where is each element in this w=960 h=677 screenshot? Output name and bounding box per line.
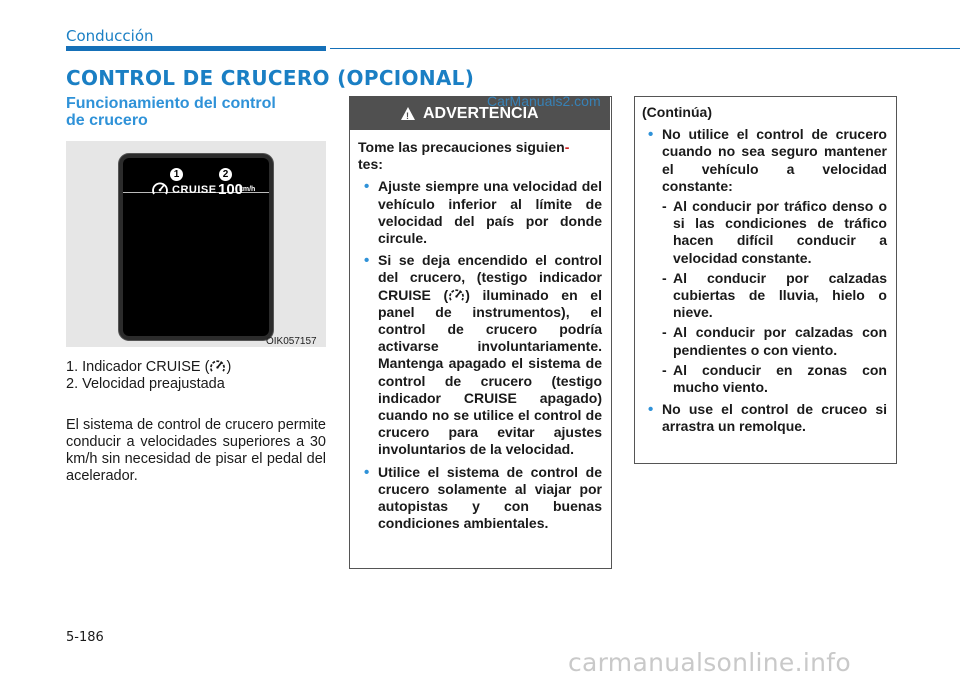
figure-code: OIK057157 bbox=[266, 336, 317, 347]
legend-1 bbox=[66, 358, 326, 376]
warning-exclamation-icon: ! bbox=[406, 111, 409, 121]
continued-sub-4: - Al conducir en zonas con mucho viento. bbox=[642, 362, 887, 396]
warning-intro-b: tes: bbox=[358, 156, 383, 173]
footer-watermark: carmanualsonline.info bbox=[568, 648, 851, 677]
section-label: Conducción bbox=[66, 27, 154, 45]
warning-intro bbox=[358, 139, 602, 173]
continued-bullet-1: • No utilice el control de crucero cuando no sea seguro mantener el vehículo a velocidad constante: bbox=[642, 126, 887, 195]
continued-content bbox=[642, 104, 887, 436]
subheading-line-2: de crucero bbox=[66, 112, 148, 129]
warning-bullet-3: • Utilice el sistema de control de crucero solamente al viajar por autopistas y con buenas condiciones ambientales. bbox=[358, 464, 602, 533]
continued-sub-2: - Al conducir por calzadas cubiertas de lluvia, hielo o nieve. bbox=[642, 270, 887, 322]
warning-intro-a: Tome las precauciones siguien bbox=[358, 139, 565, 155]
legend-1-suffix: ) bbox=[226, 359, 232, 375]
page-title: CONTROL DE CRUCERO (OPCIONAL) bbox=[66, 66, 475, 90]
callout-badge-2: 2 bbox=[219, 168, 232, 181]
legend-2: 2. Velocidad preajustada bbox=[66, 376, 225, 392]
subheading bbox=[66, 95, 326, 129]
subheading-line-1: Funcionamiento del control bbox=[66, 95, 276, 112]
warning-bullet-2 bbox=[358, 252, 602, 458]
site-watermark: CarManuals2.com bbox=[487, 93, 601, 109]
cruise-indicator-icon bbox=[448, 287, 465, 304]
continued-sub-1: - Al conducir por tráfico denso o si las condiciones de tráfico hacen difícil conducir a velocidad constante. bbox=[642, 198, 887, 267]
warning-content bbox=[358, 139, 602, 532]
cruise-indicator-icon bbox=[209, 358, 226, 375]
warning-intro-hyphen: - bbox=[564, 139, 570, 155]
warning-bullet-2-a: Si se deja encendido el control del crucero, (testigo indicador CRUISE ( bbox=[378, 252, 602, 303]
cluster-display bbox=[123, 158, 269, 336]
callout-badge-1: 1 bbox=[170, 168, 183, 181]
display-unit: km/h bbox=[239, 186, 256, 193]
continued-heading: (Continúa) bbox=[642, 104, 712, 120]
section-bar bbox=[66, 46, 326, 51]
warning-heading: ADVERTENCIA bbox=[423, 105, 539, 122]
display-speed: 100 bbox=[218, 181, 244, 198]
cruise-icon bbox=[151, 180, 169, 198]
continued-sub-3: - Al conducir por calzadas con pendientes o con viento. bbox=[642, 324, 887, 358]
display-cruise-label: CRUISE bbox=[172, 184, 217, 196]
legend-1-prefix: 1. Indicador CRUISE ( bbox=[66, 359, 210, 375]
page-number: 5-186 bbox=[66, 630, 104, 645]
continued-bullet-2: • No use el control de cruceo si arrastra un remolque. bbox=[642, 401, 887, 435]
warning-bullet-2-b: ) iluminado en el panel de instrumentos), el control de crucero podría activarse involuntariamente. Mantenga apagado el sistema de control de crucero (testigo indicador CRUISE apagado) cuando no se utilice el control de crucero para evitar ajustes involuntarios de la velocidad. bbox=[378, 286, 602, 458]
warning-bullet-1: • Ajuste siempre una velocidad del vehículo inferior al límite de velocidad del país por donde circule. bbox=[358, 178, 602, 247]
section-rule bbox=[330, 48, 960, 49]
body-paragraph: El sistema de control de crucero permite conducir a velocidades superiores a 30 km/h sin necesidad de pisar el pedal del acelerador. bbox=[66, 417, 326, 484]
